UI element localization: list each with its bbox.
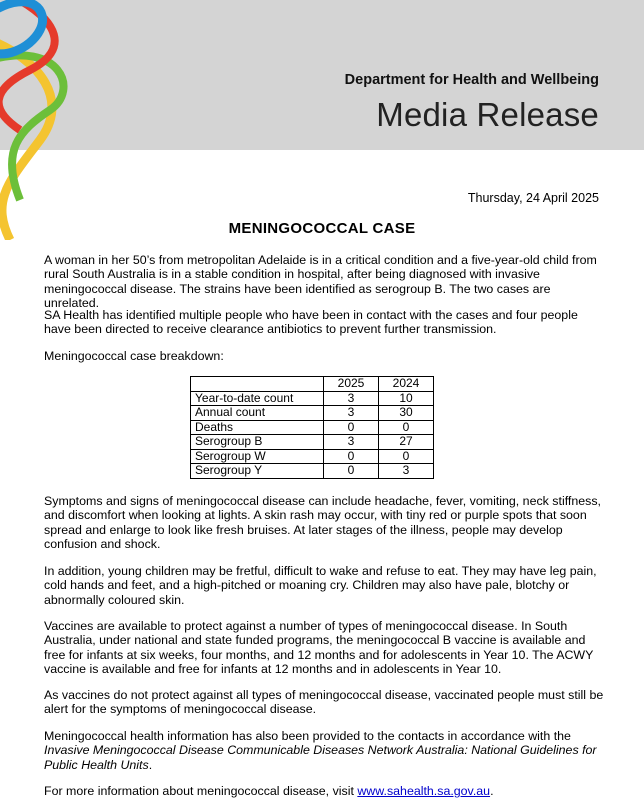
more-info-text: For more information about meningococcal disease, visit: [44, 784, 358, 798]
row-label: Deaths: [191, 420, 324, 435]
table-row: [191, 435, 434, 450]
table-header-cell: 2025: [324, 377, 379, 392]
guidelines-end: .: [148, 757, 153, 772]
row-label: Annual count: [191, 406, 324, 421]
value-2025: 0: [324, 449, 379, 464]
value-2024: 0: [379, 449, 434, 464]
table-header-row: [191, 377, 434, 392]
table-row: [191, 464, 434, 479]
value-2024: 0: [379, 420, 434, 435]
paragraph-vaccines: Vaccines are available to protect against a number of types of meningococcal disease. In South Australia, under national and state funded programs, the meningococcal B vaccine is available and free for infants at six weeks, four months, and 12 months and for adolescents in Year 10. The ACWY vaccine is available and free for infants at 12 months and in adolescents in Year 10.: [44, 619, 594, 676]
value-2025: 3: [324, 406, 379, 421]
row-label: Serogroup Y: [191, 464, 324, 479]
value-2025: 3: [324, 391, 379, 406]
table-header-cell: 2024: [379, 377, 434, 392]
paragraph-symptoms: Symptoms and signs of meningococcal disease can include headache, fever, vomiting, neck stiffness, and discomfort when looking at lights. A skin rash may occur, with tiny red or purple spots that soon spread and enlarge to look like fresh bruises. At later stages of the illness, people may develop confusion and shock.: [44, 494, 601, 551]
paragraph-children: In addition, young children may be fretful, difficult to wake and refuse to eat. They may have leg pain, cold hands and feet, and a high-pitched or moaning cry. Children may also have pale, blotchy or abnormally coloured skin.: [44, 564, 597, 607]
table-row: [191, 420, 434, 435]
header-banner: [0, 0, 644, 150]
value-2025: 0: [324, 464, 379, 479]
paragraph-breakdown-label: Meningococcal case breakdown:: [44, 349, 224, 363]
more-info-end: .: [490, 784, 494, 798]
value-2024: 10: [379, 391, 434, 406]
page-title: MENINGOCOCCAL CASE: [228, 220, 416, 237]
paragraph-vaccinated: As vaccines do not protect against all types of meningococcal disease, vaccinated people must still be alert for the symptoms of meningococcal disease.: [44, 688, 604, 717]
paragraph-intro: A woman in her 50’s from metropolitan Adelaide is in a critical condition and a five-year-old child from rural South Australia is in a stable condition in hospital, after being diagnosed with invasive meningococcal disease. The strains have been identified as serogroup B. The two cases are unrelated.: [44, 253, 597, 310]
table-row: [191, 406, 434, 421]
guidelines-text: Meningococcal health information has also been provided to the contacts in accordance with the: [44, 729, 571, 743]
value-2024: 27: [379, 435, 434, 450]
value-2025: 0: [324, 420, 379, 435]
guidelines-title: Invasive Meningococcal Disease Communicable Diseases Network Australia: National Guidelines for Public Health Units: [44, 743, 597, 772]
paragraph-contacts: SA Health has identified multiple people who have been in contact with the cases and four people have been directed to receive clearance antibiotics to prevent further transmission.: [44, 308, 578, 337]
release-date: Thursday, 24 April 2025: [467, 191, 599, 205]
value-2024: 3: [379, 464, 434, 479]
value-2025: 3: [324, 435, 379, 450]
case-breakdown-table: [190, 376, 434, 479]
ribbon-logo: [0, 0, 90, 240]
paragraph-more-info: [44, 784, 604, 798]
table-header-cell: [191, 377, 324, 392]
table-row: [191, 449, 434, 464]
sahealth-link[interactable]: www.sahealth.sa.gov.au: [357, 784, 491, 798]
ribbon-green: [0, 55, 64, 200]
media-release-heading: Media Release: [376, 96, 599, 133]
row-label: Serogroup W: [191, 449, 324, 464]
row-label: Year-to-date count: [191, 391, 324, 406]
paragraph-guidelines: [44, 729, 604, 772]
row-label: Serogroup B: [191, 435, 324, 450]
department-name: Department for Health and Wellbeing: [344, 72, 599, 88]
value-2024: 30: [379, 406, 434, 421]
table-row: [191, 391, 434, 406]
